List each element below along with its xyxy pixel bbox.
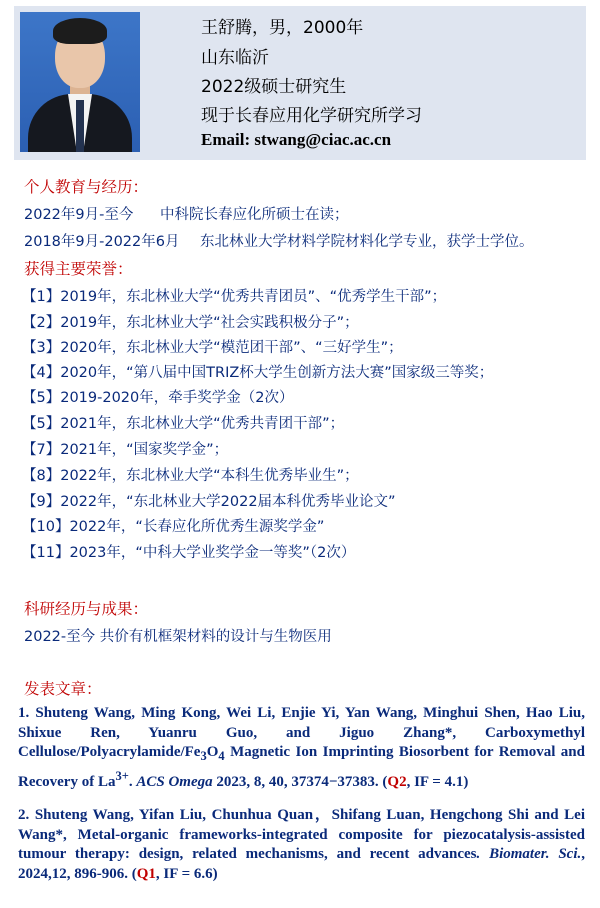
publication-item [18,704,585,792]
photo-hair [53,18,107,44]
education-date: 2022年9月-至今 [24,207,134,223]
degree: 2022级硕士研究生 [201,77,347,97]
honor-item: 【4】2020年，“第八届中国TRIZ杯大学生创新方法大赛”国家级三等奖； [22,365,494,381]
honor-item: 【5】2019-2020年，牵手奖学金（2次） [22,390,294,406]
education-item [24,230,534,251]
education-date: 2018年9月-2022年6月 [24,234,180,250]
publication-title-tail: Magnetic Ion Imprinting Biosorbent for Removal and Recovery of La [18,744,585,790]
publication-quartile: Q1 [136,865,156,882]
honor-item: 【1】2019年，东北林业大学“优秀共青团员”、“优秀学生干部”； [22,289,447,305]
publication-ref: 2023, 8, 40, 37374−37383. ( [212,773,388,790]
publication-authors: 2. Shuteng Wang, Yifan Liu, Chunhua Quan，Shifang Luan, Hengchong Shi and Lei Wang*, Metal-organic frameworks-integrated composite for piezocatalysis-assisted tumour therapy: design, related mechanisms, and recent advances [18,807,585,862]
publication-punct: . [128,773,137,790]
formula-subscript: 3 [200,749,207,763]
education-item [24,203,349,224]
publication-item [18,806,585,884]
publication-authors: 1. Shuteng Wang, Ming Kong, Wei Li, Enjie Yi, Yan Wang, Minghui Shen, Hao Liu, Shixue Ren, Yuanru Guo, and Jiguo Zhang*, Carboxymethyl Cellulose/Polyacrylamide/Fe [18,705,585,760]
name-line: 王舒腾，男，2000年 [201,18,364,38]
charge-superscript: 3+ [115,768,129,783]
research-title: 科研经历与成果： [24,600,149,618]
institute: 现于长春应用化学研究所学习 [201,106,422,126]
publications-title: 发表文章： [24,680,102,698]
hometown: 山东临沂 [201,48,269,68]
honor-item: 【9】2022年，“东北林业大学2022届本科优秀毕业论文” [22,494,396,510]
publication-ref: , 2024,12, 896-906. ( [18,846,585,882]
photo-tie [76,100,84,152]
honor-item: 【10】2022年，“长春应化所优秀生源奖学金” [22,519,325,535]
publication-journal: ACS Omega [136,773,213,790]
honor-item: 【7】2021年，“国家奖学金”； [22,442,229,458]
formula-element: O [206,744,219,760]
honors-title: 获得主要荣誉： [24,260,133,278]
honor-item: 【2】2019年，东北林业大学“社会实践积极分子”； [22,315,359,331]
education-text: 中科院长春应化所硕士在读； [160,207,349,223]
research-item: 2022-至今 共价有机框架材料的设计与生物医用 [24,629,332,645]
email[interactable]: Email: stwang@ciac.ac.cn [201,130,392,149]
formula-subscript: 4 [218,749,225,763]
publication-impact: , IF = 4.1) [406,773,469,790]
education-title: 个人教育与经历： [24,178,149,196]
honor-item: 【11】2023年，“中科大学业奖学金一等奖”（2次） [22,545,356,561]
honor-item: 【8】2022年，东北林业大学“本科生优秀毕业生”； [22,468,359,484]
education-text: 东北林业大学材料学院材料化学专业，获学士学位。 [200,234,534,250]
publication-journal: . Biomater. Sci. [476,846,582,862]
profile-photo [20,12,140,152]
publication-impact: , IF = 6.6) [155,865,218,882]
honor-item: 【3】2020年，东北林业大学“模范团干部”、“三好学生”； [22,340,403,356]
publication-quartile: Q2 [387,773,407,790]
honor-item: 【5】2021年，东北林业大学“优秀共青团干部”； [22,416,345,432]
